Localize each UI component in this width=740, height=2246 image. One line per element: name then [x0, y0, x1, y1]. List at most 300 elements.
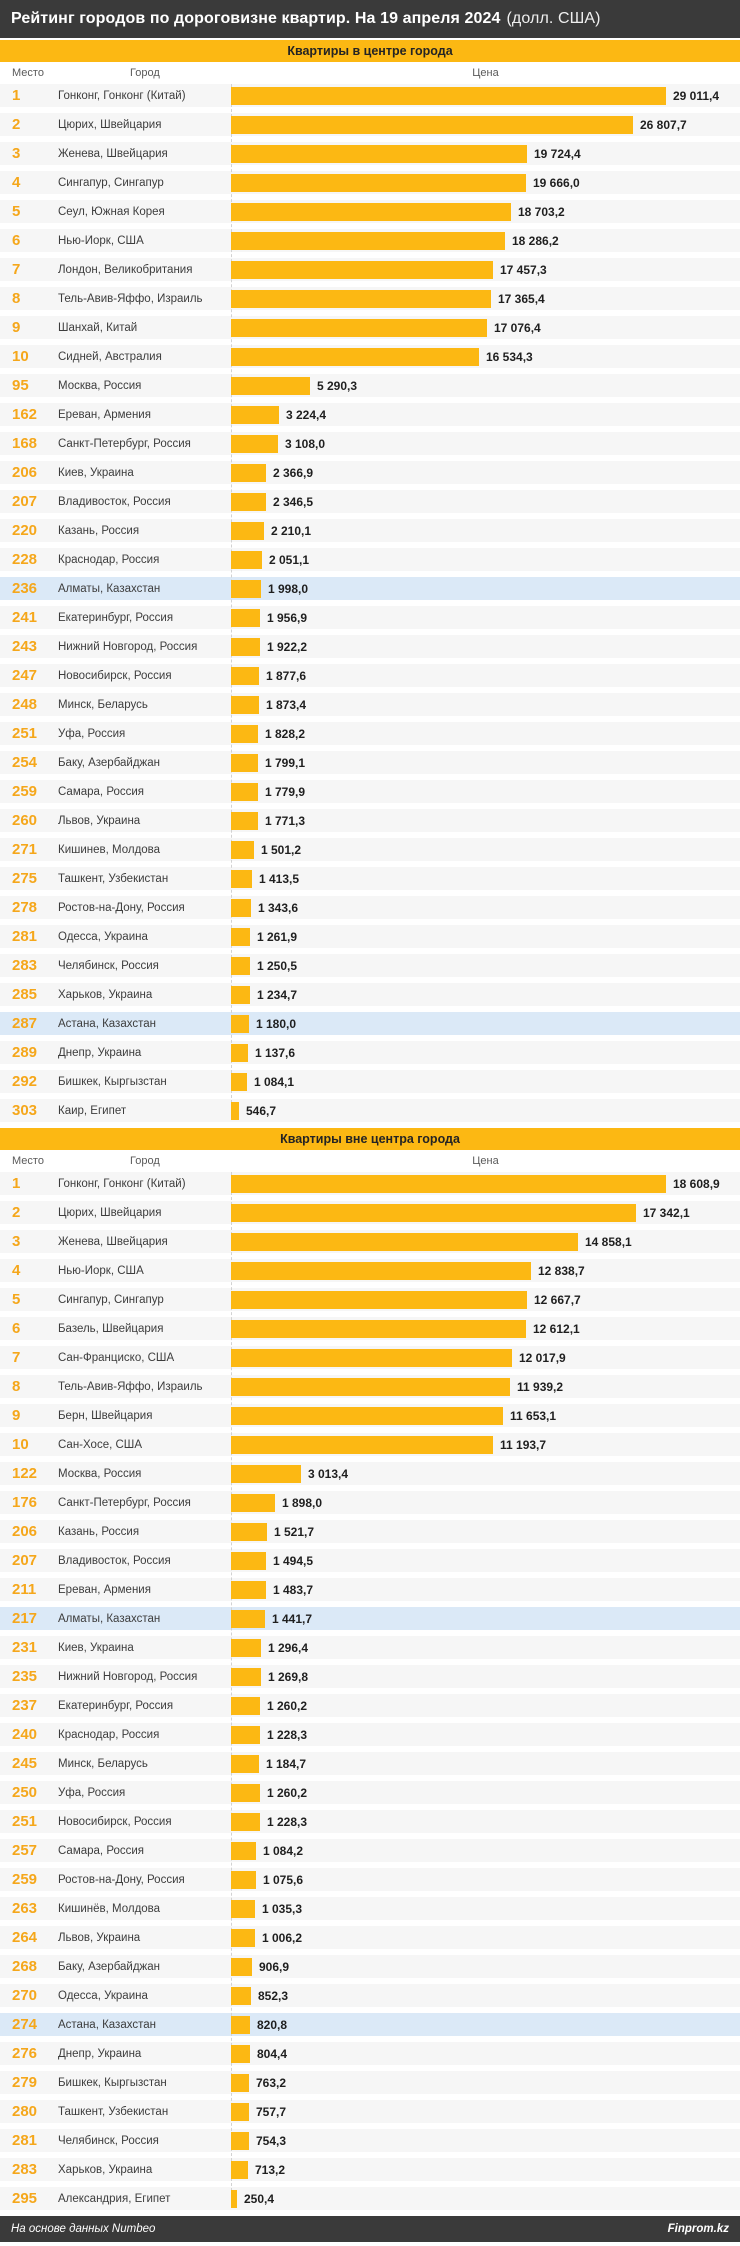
rank-value: 274 — [12, 2016, 38, 2033]
city-label: Самара, Россия — [58, 785, 145, 798]
price-value: 1 343,6 — [258, 900, 299, 915]
bar-cell — [231, 490, 740, 513]
price-value: 17 342,1 — [643, 1205, 690, 1220]
price-bar — [231, 348, 479, 366]
rank-value: 5 — [12, 1291, 21, 1308]
price-bar — [231, 1871, 256, 1889]
bar-cell — [231, 1897, 740, 1920]
bar-cell — [231, 1781, 740, 1804]
bar-cell — [231, 1723, 740, 1746]
bar-cell — [231, 1694, 740, 1717]
column-header-price: Цена — [472, 1155, 499, 1167]
city-label: Женева, Швейцария — [58, 1235, 168, 1248]
bar-chart-2 — [0, 1172, 740, 2210]
column-header-city: Город — [130, 67, 160, 79]
city-label: Алматы, Казахстан — [58, 582, 161, 595]
table-row — [0, 1781, 740, 1804]
rank-value: 228 — [12, 551, 38, 568]
table-row — [0, 490, 740, 513]
city-label: Сингапур, Сингапур — [58, 176, 164, 189]
table-row — [0, 606, 740, 629]
price-value: 2 366,9 — [273, 465, 314, 480]
table-row — [0, 258, 740, 281]
price-bar — [231, 1015, 249, 1033]
rank-value: 3 — [12, 145, 21, 162]
rank-value: 7 — [12, 1349, 21, 1366]
city-label: Сан-Хосе, США — [58, 1438, 142, 1451]
city-label: Уфа, Россия — [58, 1786, 126, 1799]
rank-value: 206 — [12, 464, 38, 481]
price-value: 11 193,7 — [500, 1437, 547, 1452]
city-label: Баку, Азербайджан — [58, 1960, 160, 1973]
city-label: Санкт-Петербург, Россия — [58, 437, 191, 450]
table-row — [0, 229, 740, 252]
city-label: Киев, Украина — [58, 466, 134, 479]
price-value: 19 724,4 — [534, 146, 581, 161]
city-label: Гонконг, Гонконг (Китай) — [58, 1177, 186, 1190]
bar-cell — [231, 1317, 740, 1340]
city-label: Челябинск, Россия — [58, 959, 159, 972]
rank-value: 250 — [12, 1784, 38, 1801]
bar-cell — [231, 2158, 740, 2181]
bar-cell — [231, 1346, 740, 1369]
table-row — [0, 2071, 740, 2094]
table-row — [0, 1926, 740, 1949]
city-label: Москва, Россия — [58, 379, 142, 392]
price-value: 1 269,8 — [268, 1669, 309, 1684]
rank-value: 281 — [12, 928, 38, 945]
table-row — [0, 722, 740, 745]
price-value: 1 260,2 — [267, 1698, 308, 1713]
price-bar — [231, 1842, 256, 1860]
table-row — [0, 374, 740, 397]
bar-cell — [231, 1926, 740, 1949]
table-row — [0, 1433, 740, 1456]
city-label: Нижний Новгород, Россия — [58, 640, 198, 653]
table-row — [0, 983, 740, 1006]
rank-value: 235 — [12, 1668, 38, 1685]
table-row — [0, 1012, 740, 1035]
table-row — [0, 1549, 740, 1572]
bar-cell — [231, 229, 740, 252]
price-value: 12 017,9 — [519, 1350, 566, 1365]
city-label: Ростов-на-Дону, Россия — [58, 1873, 185, 1886]
table-row — [0, 1955, 740, 1978]
column-header-rank: Место — [12, 1155, 44, 1167]
rank-value: 251 — [12, 1813, 38, 1830]
city-label: Казань, Россия — [58, 524, 140, 537]
price-value: 1 483,7 — [273, 1582, 314, 1597]
table-row — [0, 84, 740, 107]
price-bar — [231, 2132, 249, 2150]
price-bar — [231, 638, 260, 656]
city-label: Ташкент, Узбекистан — [58, 2105, 169, 2118]
price-value: 546,7 — [246, 1103, 277, 1118]
city-label: Казань, Россия — [58, 1525, 140, 1538]
bar-cell — [231, 1665, 740, 1688]
price-bar — [231, 406, 279, 424]
price-bar — [231, 522, 264, 540]
rank-value: 259 — [12, 1871, 38, 1888]
city-label: Днепр, Украина — [58, 1046, 142, 1059]
rank-value: 5 — [12, 203, 21, 220]
rank-value: 240 — [12, 1726, 38, 1743]
table-row — [0, 1230, 740, 1253]
city-label: Львов, Украина — [58, 1931, 141, 1944]
bar-cell — [231, 2100, 740, 2123]
city-label: Краснодар, Россия — [58, 1728, 160, 1741]
price-bar — [231, 87, 666, 105]
table-row — [0, 1317, 740, 1340]
table-row — [0, 1723, 740, 1746]
rank-value: 292 — [12, 1073, 38, 1090]
price-bar — [231, 1900, 255, 1918]
price-bar — [231, 1987, 251, 2005]
price-bar — [231, 551, 262, 569]
bar-cell — [231, 1259, 740, 1282]
city-label: Харьков, Украина — [58, 2163, 153, 2176]
city-label: Сингапур, Сингапур — [58, 1293, 164, 1306]
rank-value: 280 — [12, 2103, 38, 2120]
city-label: Шанхай, Китай — [58, 321, 138, 334]
price-bar — [231, 2074, 249, 2092]
price-bar — [231, 667, 259, 685]
rank-value: 220 — [12, 522, 38, 539]
price-value: 17 457,3 — [500, 262, 547, 277]
price-value: 19 666,0 — [533, 175, 580, 190]
city-label: Берн, Швейцария — [58, 1409, 153, 1422]
table-row — [0, 635, 740, 658]
price-bar — [231, 2190, 237, 2208]
price-value: 1 441,7 — [272, 1611, 313, 1626]
table-row — [0, 1099, 740, 1122]
bar-cell — [231, 751, 740, 774]
bar-cell — [231, 1578, 740, 1601]
price-value: 1 035,3 — [262, 1901, 303, 1916]
price-bar — [231, 1929, 255, 1947]
rank-value: 2 — [12, 116, 21, 133]
price-value: 17 076,4 — [494, 320, 541, 335]
bar-cell — [231, 1491, 740, 1514]
table-row — [0, 403, 740, 426]
price-bar — [231, 2161, 248, 2179]
city-label: Санкт-Петербург, Россия — [58, 1496, 191, 1509]
rank-value: 257 — [12, 1842, 38, 1859]
price-value: 17 365,4 — [498, 291, 545, 306]
rank-value: 211 — [12, 1581, 37, 1598]
footer-bar — [0, 2216, 740, 2242]
price-bar — [231, 1349, 512, 1367]
bar-cell — [231, 606, 740, 629]
table-row — [0, 461, 740, 484]
price-bar — [231, 290, 491, 308]
city-label: Уфа, Россия — [58, 727, 126, 740]
rank-value: 206 — [12, 1523, 38, 1540]
price-value: 1 956,9 — [267, 610, 308, 625]
city-label: Новосибирск, Россия — [58, 669, 172, 682]
table-row — [0, 1375, 740, 1398]
table-row — [0, 1868, 740, 1891]
price-value: 11 653,1 — [510, 1408, 557, 1423]
rank-value: 264 — [12, 1929, 38, 1946]
bar-cell — [231, 200, 740, 223]
rank-value: 10 — [12, 1436, 29, 1453]
price-bar — [231, 1581, 266, 1599]
city-label: Нижний Новгород, Россия — [58, 1670, 198, 1683]
rank-value: 122 — [12, 1465, 38, 1482]
table-row — [0, 809, 740, 832]
price-bar — [231, 2045, 250, 2063]
table-row — [0, 780, 740, 803]
city-label: Харьков, Украина — [58, 988, 153, 1001]
rank-value: 287 — [12, 1015, 38, 1032]
bar-cell — [231, 722, 740, 745]
rank-value: 281 — [12, 2132, 38, 2149]
price-bar — [231, 1320, 526, 1338]
city-label: Москва, Россия — [58, 1467, 142, 1480]
table-row — [0, 1810, 740, 1833]
bar-cell — [231, 1433, 740, 1456]
price-value: 12 667,7 — [534, 1292, 581, 1307]
rank-value: 285 — [12, 986, 38, 1003]
city-label: Бишкек, Кыргызстан — [58, 1075, 167, 1088]
price-bar — [231, 203, 511, 221]
price-bar — [231, 1494, 275, 1512]
table-row — [0, 664, 740, 687]
price-value: 1 260,2 — [267, 1785, 308, 1800]
bar-cell — [231, 1984, 740, 2007]
price-bar — [231, 116, 633, 134]
price-bar — [231, 1233, 578, 1251]
table-row — [0, 287, 740, 310]
rank-value: 95 — [12, 377, 29, 394]
table-row — [0, 1288, 740, 1311]
price-value: 14 858,1 — [585, 1234, 632, 1249]
city-label: Гонконг, Гонконг (Китай) — [58, 89, 186, 102]
city-label: Сан-Франциско, США — [58, 1351, 175, 1364]
column-header-city: Город — [130, 1155, 160, 1167]
price-bar — [231, 1291, 527, 1309]
bar-cell — [231, 896, 740, 919]
city-label: Одесса, Украина — [58, 1989, 148, 2002]
bar-cell — [231, 84, 740, 107]
bar-cell — [231, 1201, 740, 1224]
city-label: Днепр, Украина — [58, 2047, 142, 2060]
data-source-note: На основе данных Numbeo — [11, 2223, 156, 2235]
rank-value: 278 — [12, 899, 38, 916]
bar-cell — [231, 1955, 740, 1978]
rank-value: 289 — [12, 1044, 38, 1061]
city-label: Каир, Египет — [58, 1104, 127, 1117]
bar-cell — [231, 867, 740, 890]
table-row — [0, 142, 740, 165]
city-label: Лондон, Великобритания — [58, 263, 193, 276]
tables — [0, 40, 740, 2210]
rank-value: 279 — [12, 2074, 38, 2091]
rank-value: 259 — [12, 783, 38, 800]
price-bar — [231, 377, 310, 395]
table-row — [0, 1172, 740, 1195]
city-label: Екатеринбург, Россия — [58, 1699, 174, 1712]
table-row — [0, 896, 740, 919]
price-value: 1 494,5 — [273, 1553, 314, 1568]
price-bar — [231, 493, 266, 511]
price-bar — [231, 1610, 265, 1628]
price-value: 18 286,2 — [512, 233, 559, 248]
price-value: 3 108,0 — [285, 436, 326, 451]
price-bar — [231, 1552, 266, 1570]
bar-cell — [231, 2071, 740, 2094]
bar-cell — [231, 1288, 740, 1311]
city-label: Астана, Казахстан — [58, 2018, 156, 2031]
price-bar — [231, 870, 252, 888]
page-title: Рейтинг городов по дороговизне квартир. На 19 апреля 2024 — [11, 10, 501, 27]
city-label: Нью-Йорк, США — [58, 234, 144, 247]
table-row — [0, 1070, 740, 1093]
price-value: 5 290,3 — [317, 378, 358, 393]
city-label: Тель-Авив-Яффо, Израиль — [58, 1380, 203, 1393]
bar-cell — [231, 693, 740, 716]
price-value: 1 180,0 — [256, 1016, 297, 1031]
rank-value: 251 — [12, 725, 38, 742]
rank-value: 168 — [12, 435, 38, 452]
table-row — [0, 1346, 740, 1369]
city-label: Цюрих, Швейцария — [58, 118, 162, 131]
bar-cell — [231, 548, 740, 571]
price-value: 1 228,3 — [267, 1727, 308, 1742]
city-label: Сидней, Австралия — [58, 350, 162, 363]
table-row — [0, 2013, 740, 2036]
price-bar — [231, 1407, 503, 1425]
city-label: Баку, Азербайджан — [58, 756, 160, 769]
table-row — [0, 316, 740, 339]
price-bar — [231, 1726, 260, 1744]
rank-value: 247 — [12, 667, 38, 684]
rank-value: 254 — [12, 754, 38, 771]
price-bar — [231, 1784, 260, 1802]
city-label: Базель, Швейцария — [58, 1322, 164, 1335]
price-value: 1 228,3 — [267, 1814, 308, 1829]
price-value: 1 779,9 — [265, 784, 306, 799]
table-row — [0, 954, 740, 977]
city-label: Челябинск, Россия — [58, 2134, 159, 2147]
price-value: 713,2 — [255, 2162, 286, 2177]
table-row — [0, 200, 740, 223]
city-label: Александрия, Египет — [58, 2192, 171, 2205]
city-label: Владивосток, Россия — [58, 1554, 171, 1567]
price-value: 16 534,3 — [486, 349, 533, 364]
table-row — [0, 2129, 740, 2152]
table-row — [0, 577, 740, 600]
rank-value: 2 — [12, 1204, 21, 1221]
price-value: 1 799,1 — [265, 755, 306, 770]
price-value: 1 898,0 — [282, 1495, 323, 1510]
table-row — [0, 751, 740, 774]
rank-value: 6 — [12, 232, 21, 249]
price-value: 1 998,0 — [268, 581, 309, 596]
column-headers — [0, 62, 740, 84]
price-value: 26 807,7 — [640, 117, 687, 132]
price-bar — [231, 2103, 249, 2121]
price-bar — [231, 783, 258, 801]
rank-value: 263 — [12, 1900, 38, 1917]
bar-cell — [231, 1462, 740, 1485]
bar-cell — [231, 142, 740, 165]
table-row — [0, 1694, 740, 1717]
rank-value: 9 — [12, 319, 21, 336]
price-bar — [231, 1044, 248, 1062]
rank-value: 268 — [12, 1958, 38, 1975]
bar-cell — [231, 954, 740, 977]
bar-cell — [231, 809, 740, 832]
rank-value: 7 — [12, 261, 21, 278]
page-title-currency-note: (долл. США) — [506, 10, 601, 27]
rank-value: 231 — [12, 1639, 38, 1656]
table-row — [0, 1897, 740, 1920]
price-bar — [231, 1175, 666, 1193]
price-bar — [231, 261, 493, 279]
price-bar — [231, 1523, 267, 1541]
city-label: Кишинев, Молдова — [58, 843, 161, 856]
rank-value: 283 — [12, 957, 38, 974]
price-value: 1 521,7 — [274, 1524, 315, 1539]
price-bar — [231, 1436, 493, 1454]
city-label: Нью-Йорк, США — [58, 1264, 144, 1277]
bar-cell — [231, 519, 740, 542]
city-label: Ростов-на-Дону, Россия — [58, 901, 185, 914]
table-row — [0, 838, 740, 861]
bar-cell — [231, 287, 740, 310]
column-header-rank: Место — [12, 67, 44, 79]
table-row — [0, 2187, 740, 2210]
bar-cell — [231, 113, 740, 136]
price-value: 820,8 — [257, 2017, 288, 2032]
city-label: Цюрих, Швейцария — [58, 1206, 162, 1219]
price-value: 1 828,2 — [265, 726, 306, 741]
bar-cell — [231, 374, 740, 397]
bar-cell — [231, 1549, 740, 1572]
price-bar — [231, 957, 250, 975]
rank-value: 295 — [12, 2190, 38, 2207]
bar-cell — [231, 2042, 740, 2065]
table-row — [0, 867, 740, 890]
price-bar — [231, 1465, 301, 1483]
price-value: 1 084,2 — [263, 1843, 304, 1858]
rank-value: 3 — [12, 1233, 21, 1250]
rank-value: 241 — [12, 609, 38, 626]
bar-cell — [231, 1375, 740, 1398]
bar-cell — [231, 1172, 740, 1195]
price-value: 1 922,2 — [267, 639, 308, 654]
price-value: 1 771,3 — [265, 813, 306, 828]
bar-chart-1 — [0, 84, 740, 1122]
rank-value: 1 — [12, 1175, 21, 1192]
column-header-price: Цена — [472, 67, 499, 79]
rank-value: 283 — [12, 2161, 38, 2178]
rank-value: 217 — [12, 1610, 38, 1627]
city-label: Тель-Авив-Яффо, Израиль — [58, 292, 203, 305]
city-label: Львов, Украина — [58, 814, 141, 827]
price-bar — [231, 1262, 531, 1280]
price-value: 1 296,4 — [268, 1640, 309, 1655]
price-bar — [231, 725, 258, 743]
price-bar — [231, 812, 258, 830]
price-bar — [231, 899, 251, 917]
price-value: 12 838,7 — [538, 1263, 585, 1278]
table-row — [0, 1404, 740, 1427]
rank-value: 1 — [12, 87, 21, 104]
section-title-center: Квартиры в центре города — [0, 40, 740, 62]
